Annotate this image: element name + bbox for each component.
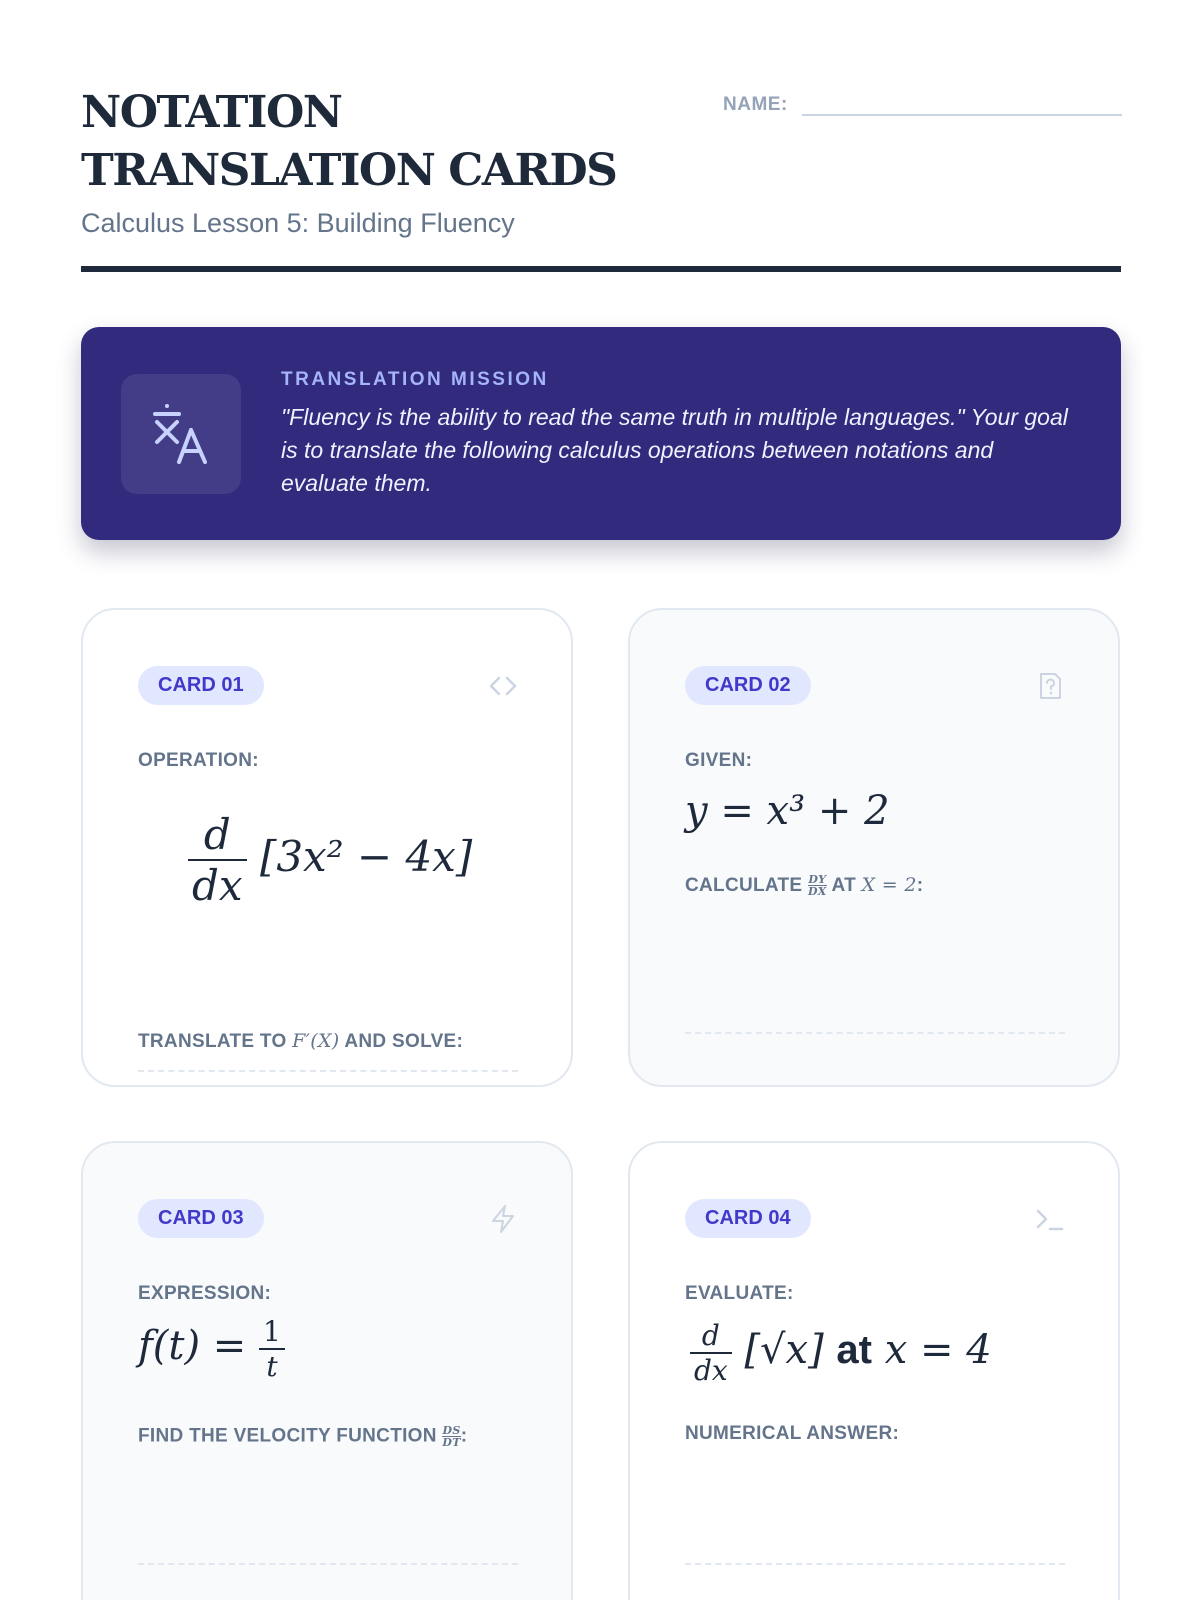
expression-body: [3x² − 4x] bbox=[259, 832, 473, 881]
card-02 bbox=[628, 608, 1120, 1087]
card-prompt: TRANSLATE TO F′(X) AND SOLVE: bbox=[138, 1030, 464, 1052]
card-prompt: NUMERICAL ANSWER: bbox=[685, 1423, 900, 1444]
derivative-expression bbox=[188, 810, 472, 910]
code-icon bbox=[487, 670, 519, 702]
evaluate-expression: $\frac{d}{dx}$ [√x] at x = 4 bbox=[690, 1319, 992, 1387]
card-prompt: FIND THE VELOCITY FUNCTION $\frac{DS}{DT}$ : bbox=[138, 1424, 468, 1449]
reciprocal-fraction: $\frac{1}{t}$ bbox=[259, 1315, 285, 1383]
mission-label: TRANSLATION MISSION bbox=[281, 369, 549, 390]
worksheet-header bbox=[81, 84, 1121, 239]
derivative-operator: $\frac{d}{dx}$ bbox=[690, 1319, 732, 1387]
mission-banner bbox=[81, 327, 1121, 540]
card-prompt: CALCULATE $\frac{DY}{DX}$ AT X = 2: bbox=[685, 873, 924, 899]
name-label: NAME: bbox=[723, 94, 788, 115]
name-input-line[interactable] bbox=[802, 90, 1122, 116]
derivative-operator: $\frac{d}{dx}$ bbox=[188, 810, 247, 910]
card-label: EXPRESSION: bbox=[138, 1283, 272, 1304]
card-04 bbox=[628, 1141, 1120, 1600]
answer-line[interactable] bbox=[138, 1563, 518, 1565]
card-label: GIVEN: bbox=[685, 750, 753, 771]
function-expression: f(t) = $\frac{1}{t}$ bbox=[138, 1315, 285, 1383]
translate-icon bbox=[121, 374, 241, 494]
card-label: OPERATION: bbox=[138, 750, 259, 771]
given-equation: y = x³ + 2 bbox=[685, 788, 890, 834]
card-badge: CARD 04 bbox=[685, 1199, 811, 1238]
page-subtitle: Calculus Lesson 5: Building Fluency bbox=[81, 208, 515, 238]
mission-quote: "Fluency is the ability to read the same truth in multiple languages." Your goal is to translate the following calculus operations between notations and evaluate them. bbox=[281, 404, 1068, 496]
lightning-icon bbox=[487, 1203, 519, 1235]
card-03 bbox=[81, 1141, 573, 1600]
card-label: EVALUATE: bbox=[685, 1283, 794, 1304]
card-01 bbox=[81, 608, 573, 1087]
ds-dt-fraction: $\frac{DS}{DT}$ bbox=[442, 1424, 461, 1449]
answer-line[interactable] bbox=[138, 1070, 518, 1072]
dy-dx-fraction: $\frac{DY}{DX}$ bbox=[807, 873, 827, 899]
answer-line[interactable] bbox=[685, 1563, 1065, 1565]
answer-line[interactable] bbox=[685, 1032, 1065, 1034]
card-badge: CARD 02 bbox=[685, 666, 811, 705]
card-badge: CARD 01 bbox=[138, 666, 264, 705]
file-question-icon bbox=[1034, 670, 1066, 702]
page-title: NOTATION TRANSLATION CARDS bbox=[81, 87, 617, 196]
terminal-icon bbox=[1034, 1203, 1066, 1235]
name-field bbox=[723, 90, 1122, 116]
header-divider bbox=[81, 266, 1121, 272]
card-badge: CARD 03 bbox=[138, 1199, 264, 1238]
